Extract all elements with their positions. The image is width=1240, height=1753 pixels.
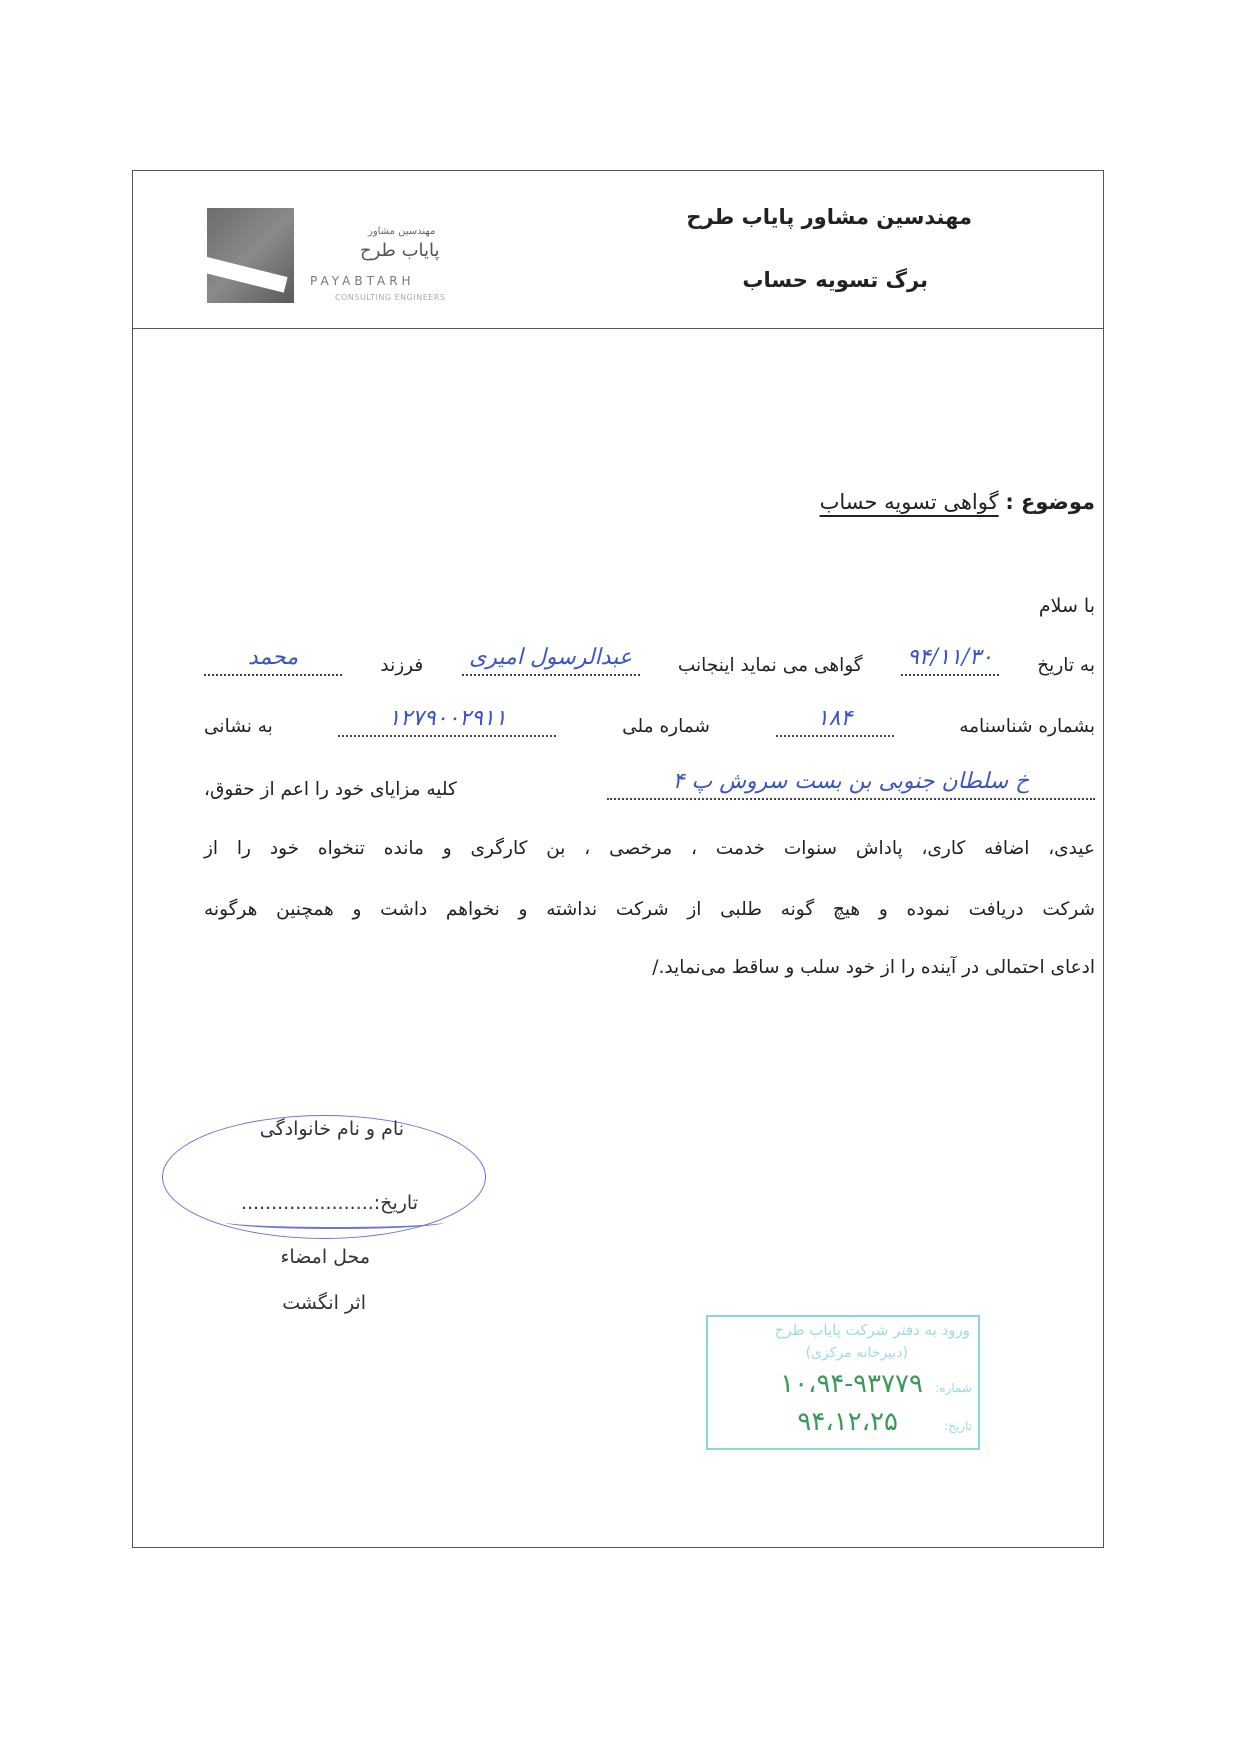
stamp-line-2: (دبیرخانه مرکزی) <box>805 1345 908 1361</box>
text: شماره ملی <box>622 716 710 737</box>
subject-label: موضوع : <box>1005 490 1095 514</box>
logo-text-en: PAYABTARH <box>310 274 415 288</box>
handwritten-id: ۱۸۴ <box>816 706 853 731</box>
address-field <box>607 767 1095 800</box>
stamp-number-label: شماره: <box>935 1381 972 1395</box>
company-logo-mark <box>207 208 294 303</box>
text: بشماره شناسنامه <box>959 716 1095 737</box>
signature-stroke <box>225 1215 445 1229</box>
signature-place-label: محل امضاء <box>280 1246 370 1268</box>
handwritten-national-id: ۱۲۷۹۰۰۲۹۱۱ <box>388 706 507 731</box>
form-title: برگ تسویه حساب <box>742 268 928 292</box>
handwritten-address: خ سلطان جنوبی بن بست سروش پ ۴ <box>672 769 1030 794</box>
logo-text-small: مهندسین مشاور <box>368 226 436 237</box>
body-line-6: ادعای احتمالی در آینده را از خود سلب و ساقط می‌نماید./ <box>652 957 1095 978</box>
date-label-text: تاریخ: <box>373 1192 418 1214</box>
id-field <box>776 704 894 737</box>
header-divider <box>132 328 1104 329</box>
logo-text-en-sub: CONSULTING ENGINEERS <box>335 293 446 302</box>
text: به تاریخ <box>1037 655 1095 676</box>
handwritten-date: ۹۴/۱۱/۳۰ <box>907 645 993 670</box>
handwritten-name: عبدالرسول امیری <box>469 645 632 670</box>
subject-line <box>820 490 1095 514</box>
handwritten-father: محمد <box>247 645 299 670</box>
text: گواهی می نماید اینجانب <box>677 655 863 676</box>
stamp-date-label: تاریخ: <box>944 1419 972 1433</box>
body-line-4: عیدی، اضافه کاری، پاداش سنوات خدمت ، مرخصی ، بن کارگری و مانده تنخواه خود را از <box>204 838 1095 859</box>
name-label: نام و نام خانوادگی <box>259 1118 404 1140</box>
stamp-date: ۹۴،۱۲،۲۵ <box>797 1407 898 1437</box>
text: فرزند <box>380 655 424 676</box>
subject-value: گواهی تسویه حساب <box>819 490 999 514</box>
stamp-line-1: ورود به دفتر شرکت پایاب طرح <box>774 1321 970 1339</box>
name-field <box>462 643 640 676</box>
fingerprint-label: اثر انگشت <box>282 1292 366 1314</box>
body-line-2 <box>204 701 1095 737</box>
date-field <box>901 643 999 676</box>
company-name: مهندسین مشاور پایاب طرح <box>686 205 972 229</box>
father-field <box>204 643 342 676</box>
text: کلیه مزایای خود را اعم از حقوق، <box>204 779 457 800</box>
date-label: تاریخ:...................... <box>240 1192 418 1214</box>
received-stamp <box>706 1315 980 1450</box>
body-line-5: شرکت دریافت نموده و هیچ گونه طلبی از شرکت نداشته و نخواهم داشت و همچنین هرگونه <box>204 899 1095 920</box>
logo-text-fa: پایاب طرح <box>360 240 440 261</box>
body-line-1 <box>204 640 1095 676</box>
national-id-field <box>338 704 556 737</box>
body-line-3 <box>204 764 1095 800</box>
greeting: با سلام <box>1038 595 1095 617</box>
stamp-number: ۱۰،۹۴-۹۳۷۷۹ <box>780 1369 923 1399</box>
text: به نشانی <box>204 716 273 737</box>
